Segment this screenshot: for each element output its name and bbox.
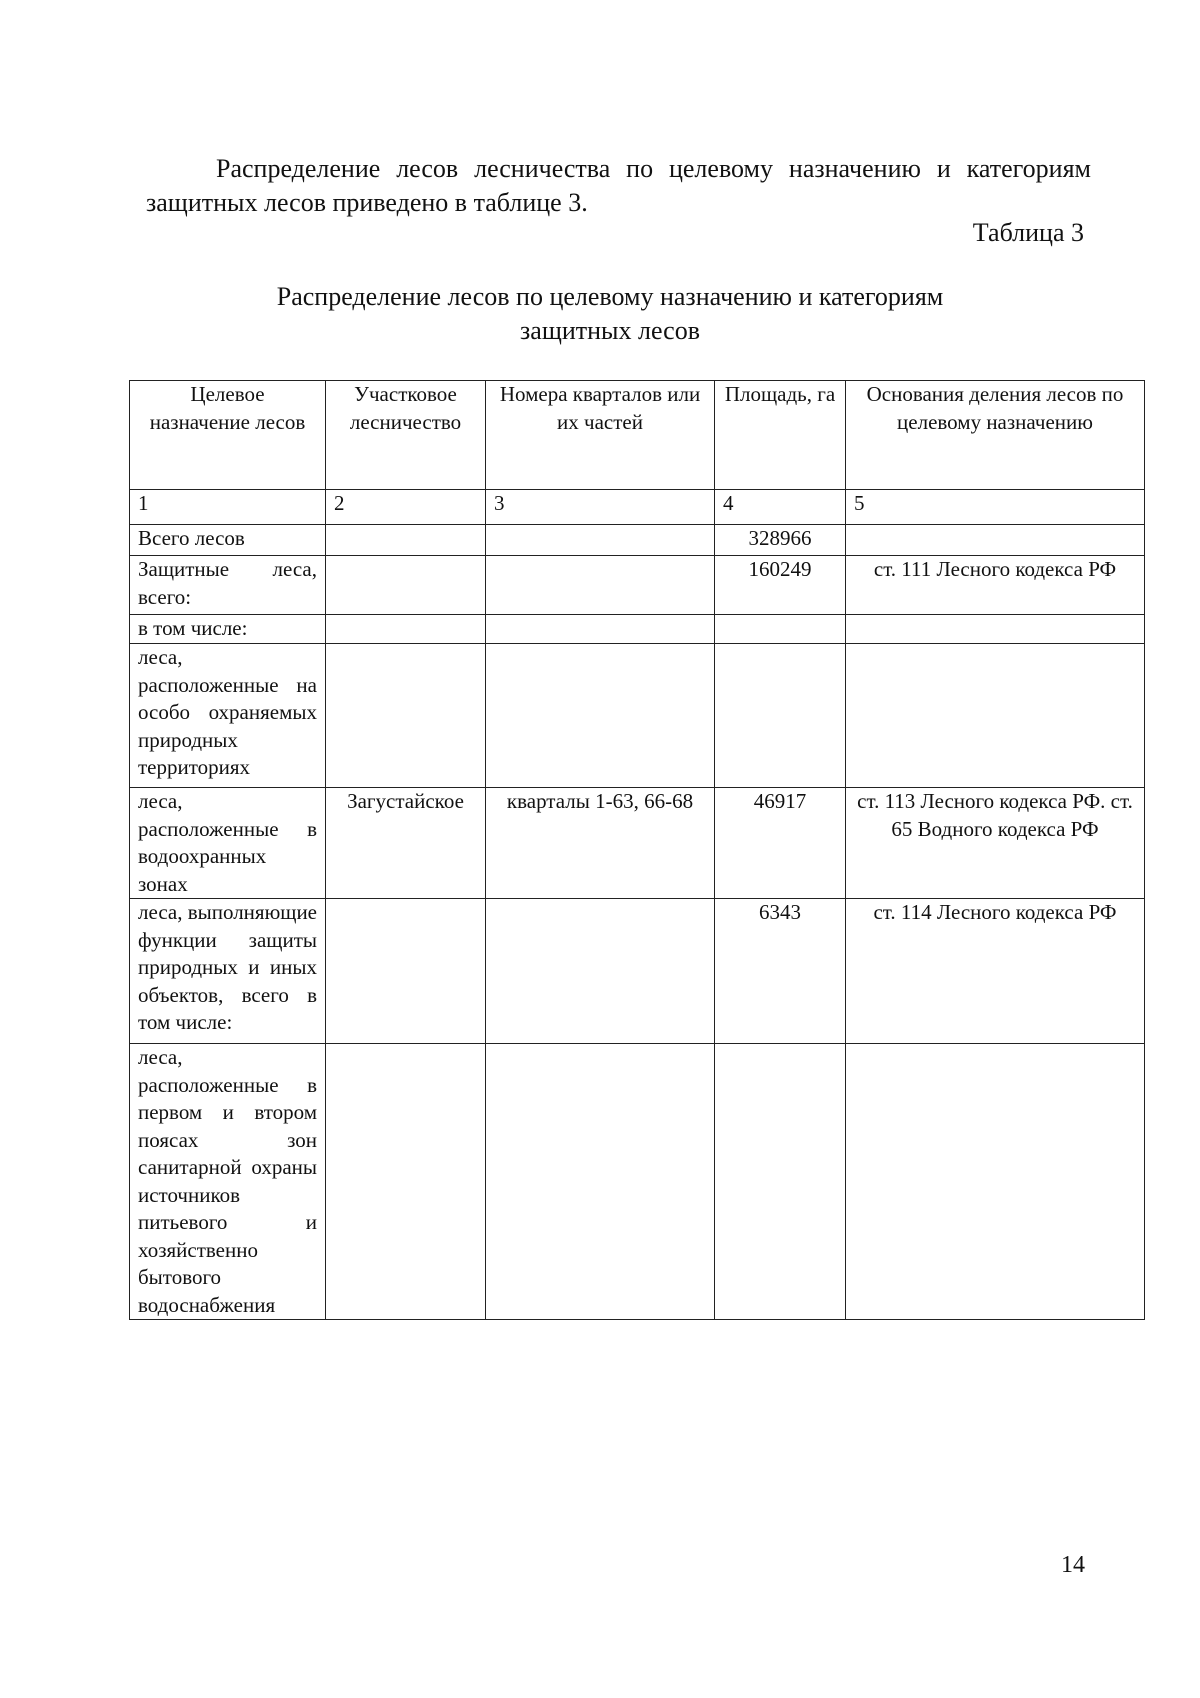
cell-quarters — [486, 1044, 715, 1320]
table-row — [130, 615, 1145, 644]
cell-quarters — [486, 556, 715, 615]
cell-district — [326, 615, 486, 644]
column-number: 2 — [326, 490, 486, 525]
cell-basis — [846, 525, 1145, 556]
table-row — [130, 899, 1145, 1044]
cell-quarters — [486, 644, 715, 788]
table-row — [130, 525, 1145, 556]
header-quarters: Номера кварталов или их частей — [486, 381, 715, 490]
cell-quarters — [486, 615, 715, 644]
cell-purpose: леса, расположенные в первом и втором поясах зон санитарной охраны источников питьевого и хозяйственно бытового водоснабжения — [130, 1044, 326, 1320]
header-district: Участковое лесничество — [326, 381, 486, 490]
cell-basis — [846, 644, 1145, 788]
cell-area — [715, 644, 846, 788]
cell-area — [715, 615, 846, 644]
cell-basis — [846, 1044, 1145, 1320]
cell-basis — [846, 615, 1145, 644]
header-purpose: Целевое назначение лесов — [130, 381, 326, 490]
cell-basis: ст. 114 Лесного кодекса РФ — [846, 899, 1145, 1044]
cell-quarters: кварталы 1-63, 66-68 — [486, 788, 715, 899]
cell-district — [326, 556, 486, 615]
cell-purpose: Всего лесов — [130, 525, 326, 556]
column-number: 4 — [715, 490, 846, 525]
cell-district — [326, 525, 486, 556]
cell-purpose: Защитные леса, всего: — [130, 556, 326, 615]
table-row — [130, 1044, 1145, 1320]
cell-area: 328966 — [715, 525, 846, 556]
cell-purpose: леса, выполняющие функции защиты природных и иных объектов, всего в том числе: — [130, 899, 326, 1044]
table-label: Таблица 3 — [972, 218, 1084, 247]
cell-district — [326, 1044, 486, 1320]
header-area: Площадь, га — [715, 381, 846, 490]
cell-basis: ст. 111 Лесного кодекса РФ — [846, 556, 1145, 615]
cell-purpose: леса, расположенные на особо охраняемых природных территориях — [130, 644, 326, 788]
cell-purpose: в том числе: — [130, 615, 326, 644]
cell-district: Загустайское — [326, 788, 486, 899]
intro-paragraph: Распределение лесов лесничества по целевому назначению и категориям защитных лесов приведено в таблице 3. — [146, 154, 1091, 217]
column-number: 1 — [130, 490, 326, 525]
column-number-row — [130, 490, 1145, 525]
table-row — [130, 788, 1145, 899]
cell-basis: ст. 113 Лесного кодекса РФ. ст. 65 Водного кодекса РФ — [846, 788, 1145, 899]
header-basis: Основания деления лесов по целевому назначению — [846, 381, 1145, 490]
cell-area: 46917 — [715, 788, 846, 899]
cell-district — [326, 899, 486, 1044]
table-row — [130, 556, 1145, 615]
cell-district — [326, 644, 486, 788]
cell-quarters — [486, 525, 715, 556]
cell-area: 6343 — [715, 899, 846, 1044]
column-number: 5 — [846, 490, 1145, 525]
cell-purpose: леса, расположенные в водоохранных зонах — [130, 788, 326, 899]
column-number: 3 — [486, 490, 715, 525]
table-header-row — [130, 381, 1145, 490]
table-title-line-2: защитных лесов — [520, 316, 700, 345]
cell-area — [715, 1044, 846, 1320]
table-row — [130, 644, 1145, 788]
table-title — [250, 280, 970, 348]
forest-distribution-table — [129, 380, 1145, 1320]
table-title-line-1: Распределение лесов по целевому назначению и категориям — [276, 282, 944, 311]
cell-quarters — [486, 899, 715, 1044]
page-number: 14 — [1061, 1552, 1085, 1578]
cell-area: 160249 — [715, 556, 846, 615]
